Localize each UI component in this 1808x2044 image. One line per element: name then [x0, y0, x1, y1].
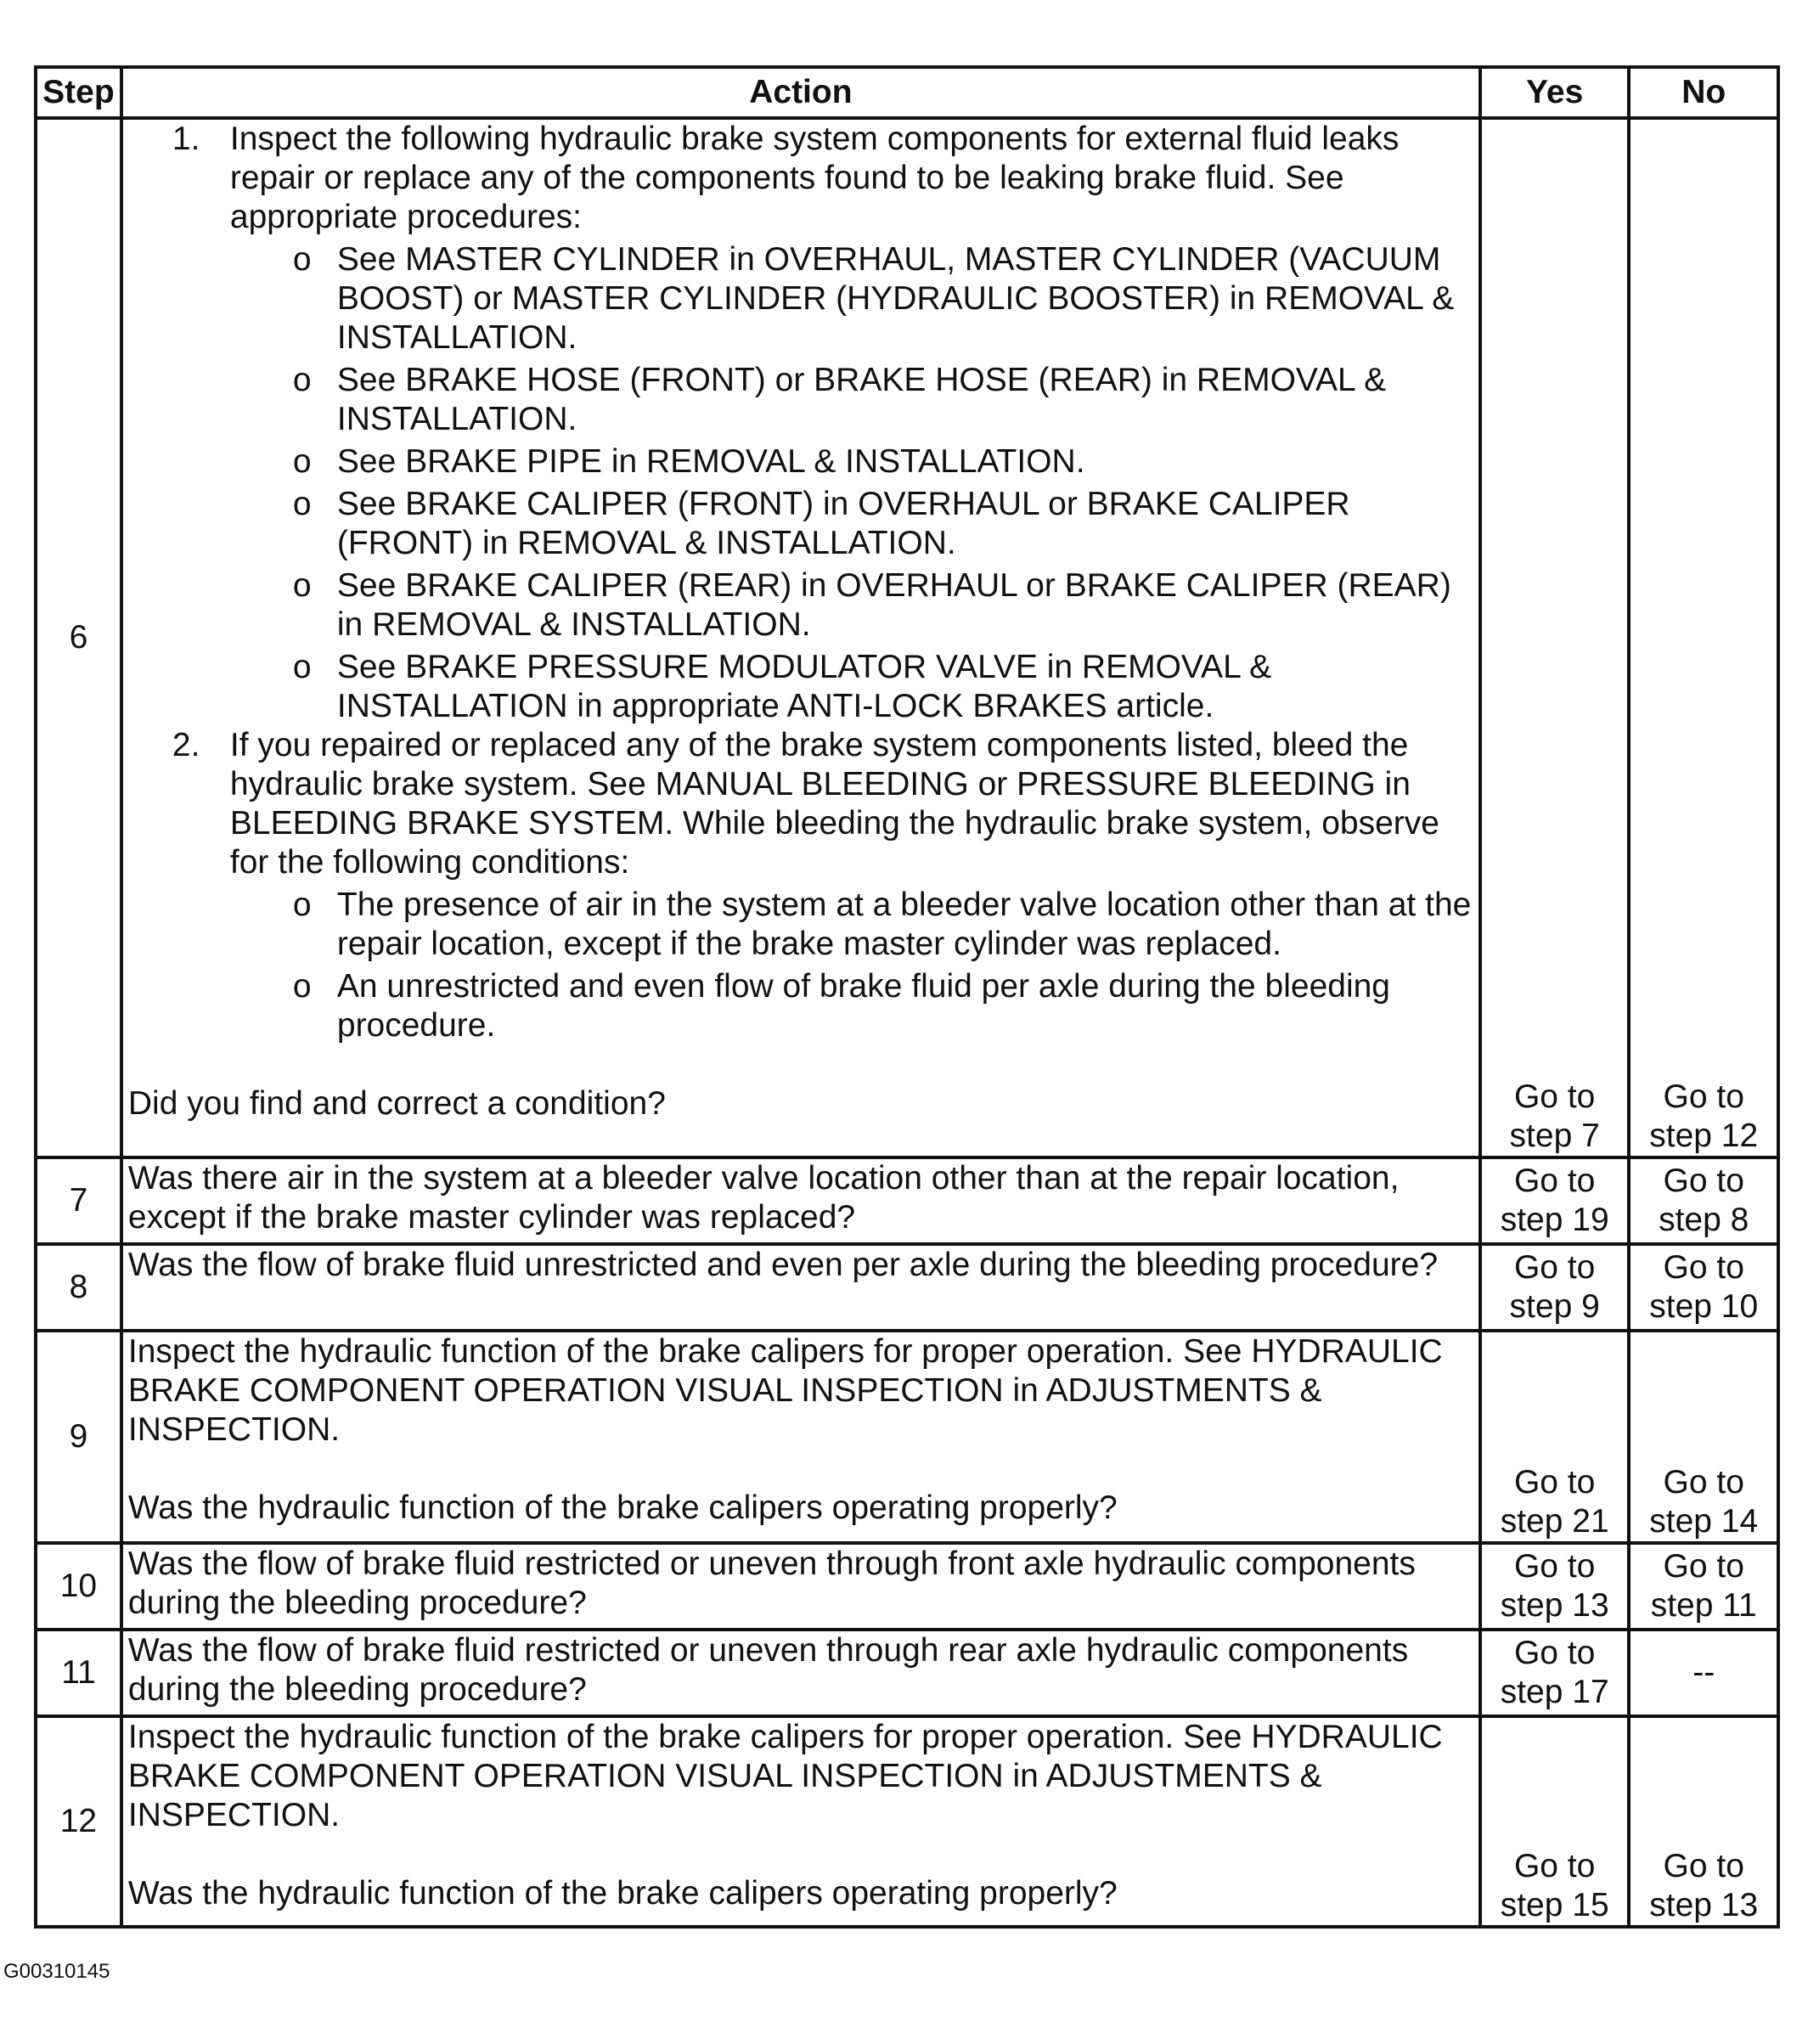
- yes-cell: Go to step 17: [1480, 1630, 1630, 1716]
- item-number: 1.: [172, 121, 200, 157]
- bullet-item: [128, 566, 1473, 645]
- bullet-text: See BRAKE PIPE in REMOVAL & INSTALLATION.: [336, 443, 1085, 480]
- action-text: Inspect the hydraulic function of the brake calipers for proper operation. See HYDRAULIC BRAKE COMPONENT OPERATION VISUAL INSPECTION in ADJUSTMENTS & INSPECTION.: [127, 1719, 1443, 1833]
- header-step: Step: [36, 67, 121, 118]
- table-row: [36, 1157, 1778, 1244]
- yes-cell: Go to step 9: [1480, 1244, 1630, 1331]
- numbered-item: [128, 120, 1473, 237]
- bullet-text: See BRAKE PRESSURE MODULATOR VALVE in REMOVAL & INSTALLATION in appropriate ANTI-LOCK BRAKES article.: [336, 649, 1272, 724]
- table-row: [36, 1716, 1778, 1927]
- action-cell: [121, 1331, 1480, 1543]
- question-text: Did you find and correct a condition?: [127, 1085, 666, 1122]
- bullet-icon: o: [292, 567, 312, 604]
- no-cell: --: [1629, 1630, 1778, 1716]
- header-row: [36, 67, 1778, 118]
- yes-cell: Go to step 21: [1480, 1331, 1630, 1543]
- bullet-icon: o: [292, 486, 312, 522]
- step-number: 6: [36, 118, 121, 1157]
- no-cell: Go to step 11: [1629, 1543, 1778, 1630]
- no-cell: Go to step 14: [1629, 1331, 1778, 1543]
- action-cell: Was the flow of brake fluid restricted or uneven through front axle hydraulic components during the bleeding procedure?: [121, 1543, 1480, 1630]
- figure-id: G00310145: [3, 1960, 110, 1983]
- action-cell: Was the flow of brake fluid restricted or uneven through rear axle hydraulic components during the bleeding procedure?: [121, 1630, 1480, 1716]
- table-row: [36, 1543, 1778, 1630]
- question-text: Was the hydraulic function of the brake calipers operating properly?: [127, 1875, 1118, 1912]
- bullet-text: An unrestricted and even flow of brake fluid per axle during the bleeding procedure.: [336, 968, 1390, 1044]
- no-cell: Go to step 8: [1629, 1157, 1778, 1244]
- bullet-item: [128, 967, 1473, 1045]
- step-number: 12: [36, 1716, 121, 1927]
- bullet-icon: o: [292, 649, 312, 685]
- step-number: 7: [36, 1157, 121, 1244]
- item-text: If you repaired or replaced any of the brake system components listed, bleed the hydraulic brake system. See MANUAL BLEEDING or PRESSURE BLEEDING in BLEEDING BRAKE SYSTEM. While bleeding the hydraulic brake system, observe for the following conditions:: [229, 727, 1439, 881]
- step-number: 11: [36, 1630, 121, 1716]
- action-cell: Was the flow of brake fluid unrestricted and even per axle during the bleeding procedure?: [121, 1244, 1480, 1331]
- numbered-item: [128, 726, 1473, 882]
- action-cell: Was there air in the system at a bleeder valve location other than at the repair location, except if the brake master cylinder was replaced?: [121, 1157, 1480, 1244]
- bullet-icon: o: [292, 887, 312, 923]
- bullet-icon: o: [292, 241, 312, 278]
- bullet-item: [128, 886, 1473, 964]
- bullet-text: See BRAKE HOSE (FRONT) or BRAKE HOSE (REAR) in REMOVAL & INSTALLATION.: [336, 362, 1387, 437]
- header-yes: Yes: [1480, 67, 1630, 118]
- no-cell: Go to step 13: [1629, 1716, 1778, 1927]
- bullet-item: [128, 240, 1473, 358]
- bullet-item: [128, 648, 1473, 726]
- step-number: 10: [36, 1543, 121, 1630]
- bullet-icon: o: [292, 443, 312, 480]
- yes-cell: Go to step 19: [1480, 1157, 1630, 1244]
- no-cell: Go to step 10: [1629, 1244, 1778, 1331]
- bullet-text: See BRAKE CALIPER (REAR) in OVERHAUL or BRAKE CALIPER (REAR) in REMOVAL & INSTALLATION.: [336, 567, 1451, 643]
- no-cell: Go to step 12: [1629, 118, 1778, 1157]
- bullet-item: [128, 442, 1473, 481]
- action-cell: [121, 118, 1480, 1157]
- yes-cell: Go to step 7: [1480, 118, 1630, 1157]
- bullet-icon: o: [292, 968, 312, 1005]
- table-row: [36, 1331, 1778, 1543]
- table-row: [36, 1630, 1778, 1716]
- bullet-text: The presence of air in the system at a bleeder valve location other than at the repair location, except if the brake master cylinder was replaced.: [336, 887, 1472, 962]
- header-action: Action: [121, 67, 1480, 118]
- question-text: Was the hydraulic function of the brake calipers operating properly?: [127, 1489, 1118, 1526]
- header-no: No: [1629, 67, 1778, 118]
- bullet-item: [128, 485, 1473, 563]
- bullet-icon: o: [292, 362, 312, 398]
- action-cell: [121, 1716, 1480, 1927]
- yes-cell: Go to step 15: [1480, 1716, 1630, 1927]
- bullet-item: [128, 361, 1473, 439]
- item-text: Inspect the following hydraulic brake system components for external fluid leaks repair or replace any of the components found to be leaking brake fluid. See appropriate procedures:: [229, 121, 1400, 235]
- table-row: [36, 118, 1778, 1157]
- diagnostic-table: [34, 65, 1780, 1929]
- bullet-text: See MASTER CYLINDER in OVERHAUL, MASTER CYLINDER (VACUUM BOOST) or MASTER CYLINDER (HYDRAULIC BOOSTER) in REMOVAL & INSTALLATION.: [336, 241, 1455, 356]
- step-number: 9: [36, 1331, 121, 1543]
- yes-cell: Go to step 13: [1480, 1543, 1630, 1630]
- step-number: 8: [36, 1244, 121, 1331]
- table-row: [36, 1244, 1778, 1331]
- item-number: 2.: [172, 727, 200, 763]
- bullet-text: See BRAKE CALIPER (FRONT) in OVERHAUL or BRAKE CALIPER (FRONT) in REMOVAL & INSTALLATION.: [336, 486, 1350, 561]
- action-text: Inspect the hydraulic function of the brake calipers for proper operation. See HYDRAULIC BRAKE COMPONENT OPERATION VISUAL INSPECTION in ADJUSTMENTS & INSPECTION.: [127, 1333, 1443, 1448]
